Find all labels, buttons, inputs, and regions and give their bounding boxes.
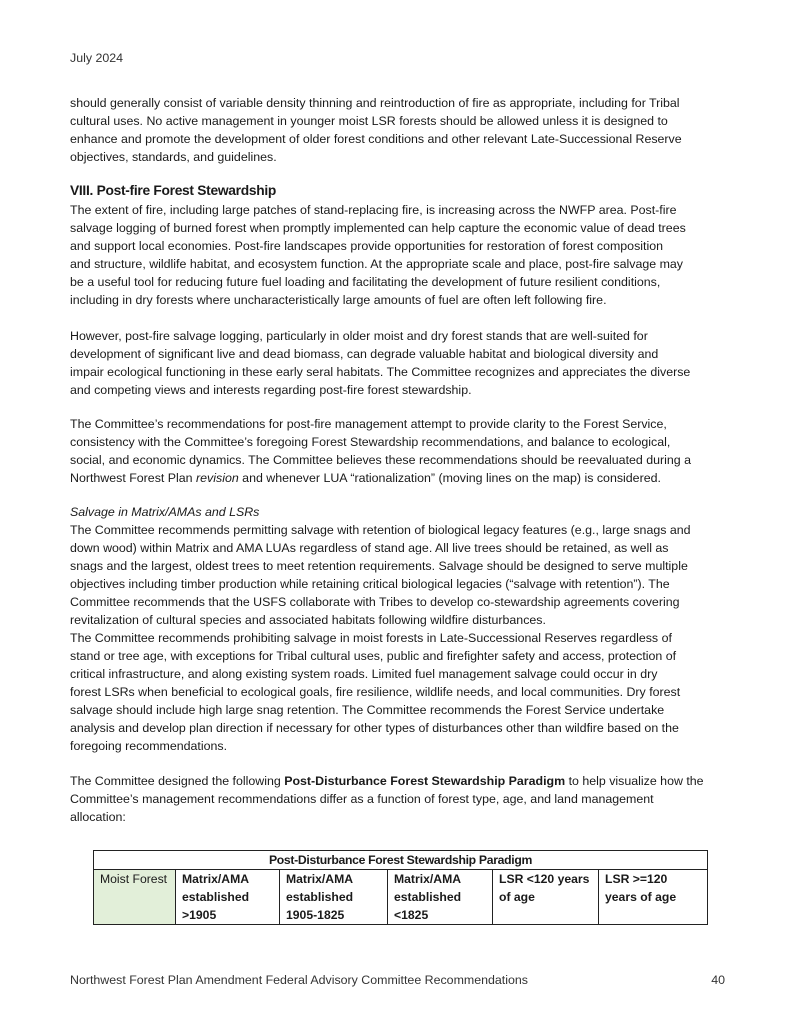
text-line: However, post-fire salvage logging, particularly in older moist and dry forest stands that are well-suited for — [70, 329, 648, 343]
section-heading-post-fire — [70, 182, 750, 200]
text-line: social, and economic dynamics. The Committee believes these recommendations should be reevaluated during a — [70, 453, 692, 467]
table-row — [94, 870, 708, 925]
text-line: stand or tree age, with exceptions for Tribal cultural uses, public and firefighter safety and access, protection of — [70, 649, 677, 663]
text-line — [70, 772, 750, 790]
text-line: objectives including timber production while retaining critical biological legacies (“salvage with retention”). The — [70, 577, 670, 591]
bold-text: Post-Disturbance Forest Stewardship Paradigm — [284, 774, 566, 788]
text-line: critical infrastructure, and along existing system roads. Limited fuel management salvage could occur in dry — [70, 667, 658, 681]
paragraph-salvage-concerns — [70, 327, 750, 399]
text-line — [70, 469, 750, 487]
text-line: forest LSRs when beneficial to ecological goals, fire resilience, wildlife needs, and local communities. Dry forest — [70, 685, 681, 699]
column-cell: LSR <120 years of age — [493, 870, 599, 925]
row-label-moist-forest: Moist Forest — [94, 870, 176, 925]
paragraph-paradigm-intro — [70, 772, 750, 826]
text-line: salvage logging of burned forest when promptly implemented can help capture the economic value of dead trees — [70, 221, 686, 235]
text-line: development of significant live and dead biomass, can degrade valuable habitat and biological diversity and — [70, 347, 659, 361]
text-line: VIII. Post-fire Forest Stewardship — [70, 183, 276, 198]
table-title: Post-Disturbance Forest Stewardship Paradigm — [94, 851, 708, 870]
text-line: and competing views and interests regarding post-fire forest stewardship. — [70, 383, 472, 397]
paragraph-fire-extent — [70, 201, 750, 309]
italic-text: revision — [196, 471, 239, 485]
text-line: revitalization of cultural species and associated habitats following wildfire disturbances. — [70, 613, 546, 627]
text-line: foregoing recommendations. — [70, 739, 228, 753]
paragraph-salvage-lsr — [70, 629, 750, 755]
text-line: impair ecological functioning in these early seral habitats. The Committee recognizes and appreciates the diverse — [70, 365, 691, 379]
text-segment: to help visualize how the — [565, 774, 704, 788]
paradigm-table — [93, 850, 708, 925]
text-line: salvage should include high large snag retention. The Committee recommends the Forest Service undertake — [70, 703, 665, 717]
paragraph-salvage-matrix — [70, 521, 750, 629]
text-segment: Northwest Forest Plan — [70, 471, 197, 485]
text-line: including in dry forests where uncharacteristically large amounts of fuel are often left following fire. — [70, 293, 607, 307]
column-cell: Matrix/AMA established 1905-1825 — [280, 870, 388, 925]
paragraph-intro-continuation — [70, 94, 750, 166]
text-line: and support local economies. Post-fire landscapes provide opportunities for restoration of forest composition — [70, 239, 664, 253]
text-line: objectives, standards, and guidelines. — [70, 150, 277, 164]
text-line: The extent of fire, including large patches of stand-replacing fire, is increasing across the NWFP area. Post-fire — [70, 203, 677, 217]
text-line: Committee recommends that the USFS collaborate with Tribes to develop co-stewardship agreements covering — [70, 595, 680, 609]
text-line: down wood) within Matrix and AMA LUAs regardless of stand age. All live trees should be retained, as well as — [70, 541, 669, 555]
text-line: Committee’s management recommendations differ as a function of forest type, age, and land management — [70, 792, 654, 806]
text-line: consistency with the Committee’s foregoing Forest Stewardship recommendations, and balance to ecological, — [70, 435, 671, 449]
text-line: enhance and promote the development of older forest conditions and other relevant Late-Successional Reserve — [70, 132, 682, 146]
text-line: should generally consist of variable density thinning and reintroduction of fire as appropriate, including for Tribal — [70, 96, 680, 110]
text-line: cultural uses. No active management in younger moist LSR forests should be allowed unless it is designed to — [70, 114, 668, 128]
header-date: July 2024 — [70, 51, 124, 65]
paragraph-committee-recommendations — [70, 415, 750, 487]
text-segment: The Committee designed the following — [70, 774, 285, 788]
text-line: Salvage in Matrix/AMAs and LSRs — [70, 505, 260, 519]
table-title-row — [94, 851, 708, 870]
page-number: 40 — [711, 973, 725, 987]
text-line: and structure, wildlife habitat, and ecosystem function. At the appropriate scale and place, post-fire salvage may — [70, 257, 683, 271]
text-line: The Committee recommends prohibiting salvage in moist forests in Late-Successional Reserves regardless of — [70, 631, 672, 645]
text-line: be a useful tool for reducing future fuel loading and facilitating the development of future resilient conditions, — [70, 275, 661, 289]
text-line: allocation: — [70, 810, 126, 824]
column-cell: Matrix/AMA established >1905 — [176, 870, 280, 925]
text-line: The Committee recommends permitting salvage with retention of biological legacy features (e.g., large snags and — [70, 523, 691, 537]
footer-title: Northwest Forest Plan Amendment Federal Advisory Committee Recommendations — [70, 973, 528, 987]
text-segment: and whenever LUA “rationalization” (moving lines on the map) is considered. — [238, 471, 661, 485]
text-line: analysis and develop plan direction if necessary for other types of disturbances other than wildfire based on the — [70, 721, 679, 735]
text-line: The Committee’s recommendations for post-fire management attempt to provide clarity to the Forest Service, — [70, 417, 667, 431]
column-cell: Matrix/AMA established <1825 — [388, 870, 493, 925]
page-footer — [70, 971, 725, 989]
column-cell: LSR >=120 years of age — [599, 870, 708, 925]
subheading-salvage-matrix — [70, 503, 750, 521]
text-line: snags and the largest, oldest trees to meet retention requirements. Salvage should be designed to serve multiple — [70, 559, 688, 573]
